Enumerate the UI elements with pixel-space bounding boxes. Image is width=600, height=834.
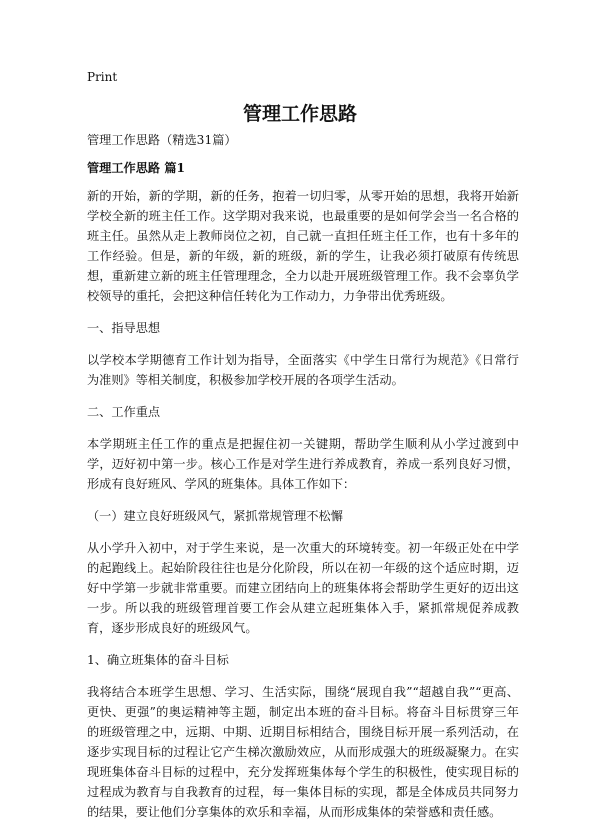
intro-paragraph: 新的开始，新的学期，新的任务，抱着一切归零，从零开始的思想，我将开始新学校全新的班主任工作。这学期对我来说，也最重要的是如何学会当一名合格的班主任。虽然从走上教师岗位之初，自己就一直担任班主任工作，也有十多年的工作经验。但是，新的年级，新的班级，新的学生，让我必须打破原有传统思想，重新建立新的班主任管理理念，全力以赴开展班级管理工作。我不会辜负学校领导的重托，会把这种信任转化为工作动力，力争带出优秀班级。 — [87, 189, 519, 303]
document-title: 管理工作思路 — [242, 103, 357, 125]
document-body — [87, 130, 519, 834]
heading-work-focus: 二、工作重点 — [87, 405, 161, 419]
print-link[interactable]: Print — [87, 70, 118, 84]
work-focus-paragraph: 本学期班主任工作的重点是把握住初一关键期，帮助学生顺利从小学过渡到中学，迈好初中第一步。核心工作是对学生进行养成教育，养成一系列良好习惯，形成有良好班风、学风的班集体。具体工作如下： — [87, 437, 519, 491]
section-title: 管理工作思路 篇1 — [87, 161, 186, 175]
document-subtitle: 管理工作思路（精选31篇） — [87, 133, 237, 147]
guiding-thought-paragraph: 以学校本学期德育工作计划为指导，全面落实《中学生日常行为规范》《日常行为准则》等相关制度，积极参加学校开展的各项学生活动。 — [87, 353, 519, 387]
subheading-class-atmosphere: （一）建立良好班级风气，紧抓常规管理不松懈 — [87, 509, 343, 523]
class-goal-paragraph: 我将结合本班学生思想、学习、生活实际，围绕“展现自我”“超越自我”“更高、更快、更强”的奥运精神等主题，制定出本班的奋斗目标。将奋斗目标贯穿三年的班级管理之中，远期、中期、近期目标相结合，围绕目标开展一系列活动，在逐步实现目标的过程让它产生梯次激励效应，从而形成强大的班级凝聚力。在实现班集体奋斗目标的过程中，充分发挥班集体每个学生的积极性，使实现目标的过程成为教育与自我教育的过程，每一集体目标的实现，都是全体成员共同努力的结果，要让他们分享集体的欢乐和幸福，从而形成集体的荣誉感和责任感。 — [87, 685, 519, 819]
heading-guiding-thought: 一、指导思想 — [87, 321, 161, 335]
class-atmosphere-paragraph: 从小学升入初中，对于学生来说，是一次重大的环境转变。初一年级正处在中学的起跑线上。起始阶段往往也是分化阶段，所以在初一年级的这个适应时期，迈好中学第一步就非常重要。而建立团结向上的班集体将会帮助学生更好的迈出这一步。所以我的班级管理首要工作会从建立起班集体入手，紧抓常规促养成教育，逐步形成良好的班级风气。 — [87, 541, 519, 635]
subheading-class-goal: 1、确立班集体的奋斗目标 — [87, 653, 229, 667]
